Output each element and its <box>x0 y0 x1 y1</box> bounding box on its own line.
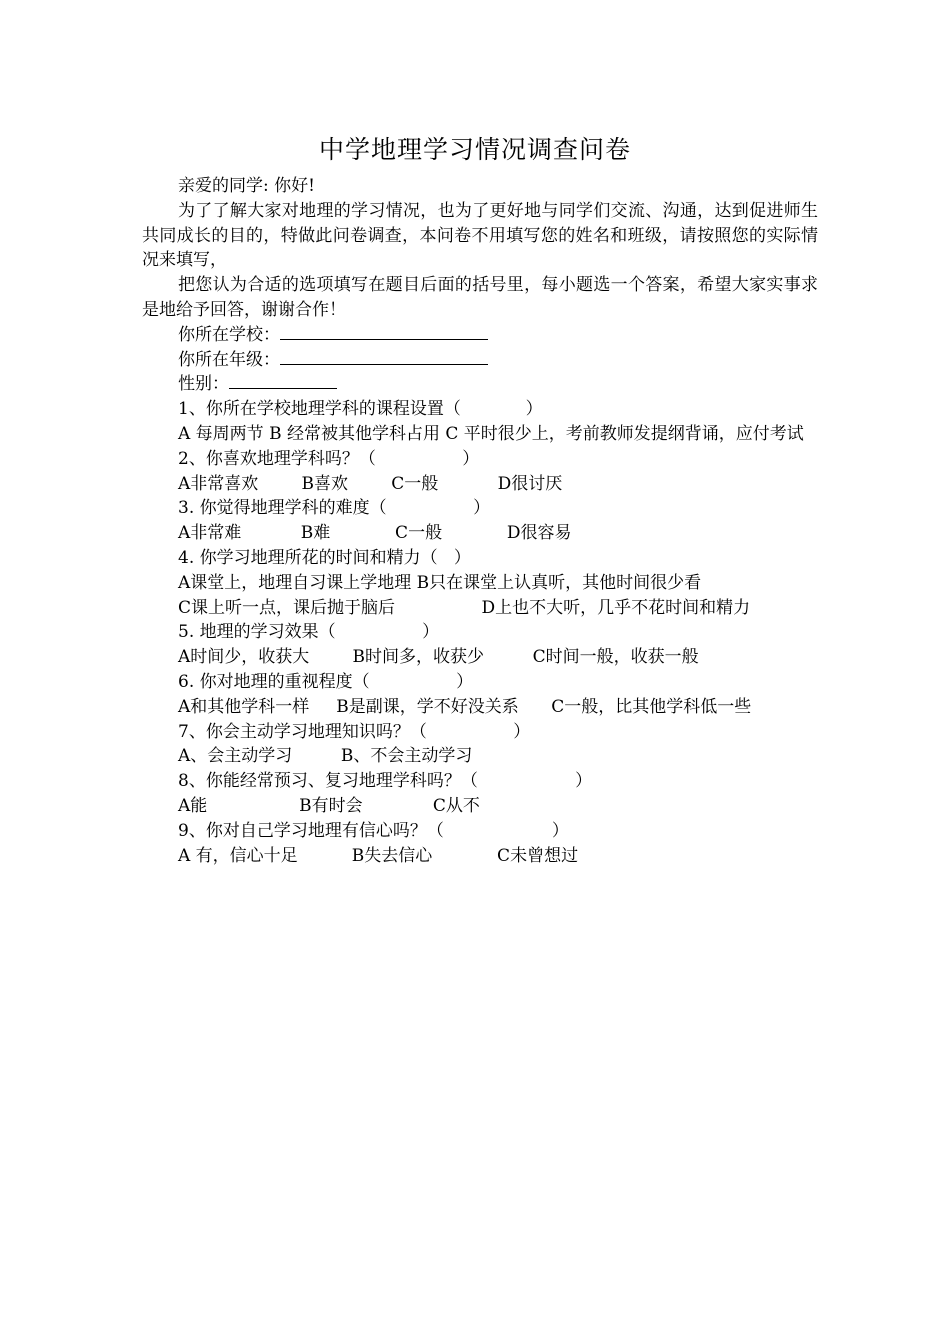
options-3: A非常难 B难 C一般 D很容易 <box>178 523 572 544</box>
question-1: 1、你所在学校地理学科的课程设置（ ） <box>178 399 543 420</box>
options-5: A时间少，收获大 B时间多，收获少 C时间一般，收获一般 <box>178 647 699 668</box>
grade-label: 你所在年级： <box>178 349 280 370</box>
options-2: A非常喜欢 B喜欢 C一般 D很讨厌 <box>178 473 563 494</box>
options-1: A 每周两节 B 经常被其他学科占用 C 平时很少上，考前教师发提纲背诵，应付考试 <box>178 423 804 444</box>
options-8: A能 B有时会 C从不 <box>178 795 480 816</box>
options-4b: C课上听一点，课后抛于脑后 D上也不大听，几乎不花时间和精力 <box>178 597 751 618</box>
options-7: A、会主动学习 B、不会主动学习 <box>178 746 473 767</box>
intro-paragraph-1: 为了了解大家对地理的学习情况，也为了更好地与同学们交流、沟通，达到促进师生共同成长的目的，特做此问卷调查，本问卷不用填写您的姓名和班级，请按照您的实际情况来填写， <box>142 200 818 271</box>
options-9: A 有，信心十足 B失去信心 C未曾想过 <box>178 845 579 866</box>
school-blank[interactable] <box>280 323 488 340</box>
question-6: 6. 你对地理的重视程度（ ） <box>178 671 474 692</box>
gender-blank[interactable] <box>229 372 337 389</box>
greeting: 亲爱的同学: 你好! <box>178 176 315 196</box>
gender-label: 性别： <box>178 374 229 395</box>
options-6: A和其他学科一样 B是副课，学不好没关系 C一般，比其他学科低一些 <box>178 696 752 717</box>
question-5: 5. 地理的学习效果（ ） <box>178 622 440 643</box>
question-2: 2、你喜欢地理学科吗？（ ） <box>178 448 480 469</box>
gender-field <box>142 372 818 397</box>
question-8: 8、你能经常预习、复习地理学科吗？（ ） <box>178 771 593 792</box>
question-4: 4. 你学习地理所花的时间和精力（ ） <box>178 547 471 568</box>
document-title: 中学地理学习情况调查问卷 <box>318 135 631 164</box>
options-4a: A课堂上，地理自习课上学地理 B只在课堂上认真听，其他时间很少看 <box>178 572 702 593</box>
school-field <box>142 323 818 348</box>
document-body <box>142 174 818 868</box>
intro-paragraph-2: 把您认为合适的选项填写在题目后面的括号里，每小题选一个答案，希望大家实事求是地给予回答，谢谢合作！ <box>142 275 818 320</box>
school-label: 你所在学校： <box>178 324 280 345</box>
question-3: 3. 你觉得地理学科的难度（ ） <box>178 498 491 519</box>
grade-field <box>142 348 818 373</box>
question-7: 7、你会主动学习地理知识吗？（ ） <box>178 721 531 742</box>
grade-blank[interactable] <box>280 348 488 365</box>
question-9: 9、你对自己学习地理有信心吗？（ ） <box>178 820 569 841</box>
